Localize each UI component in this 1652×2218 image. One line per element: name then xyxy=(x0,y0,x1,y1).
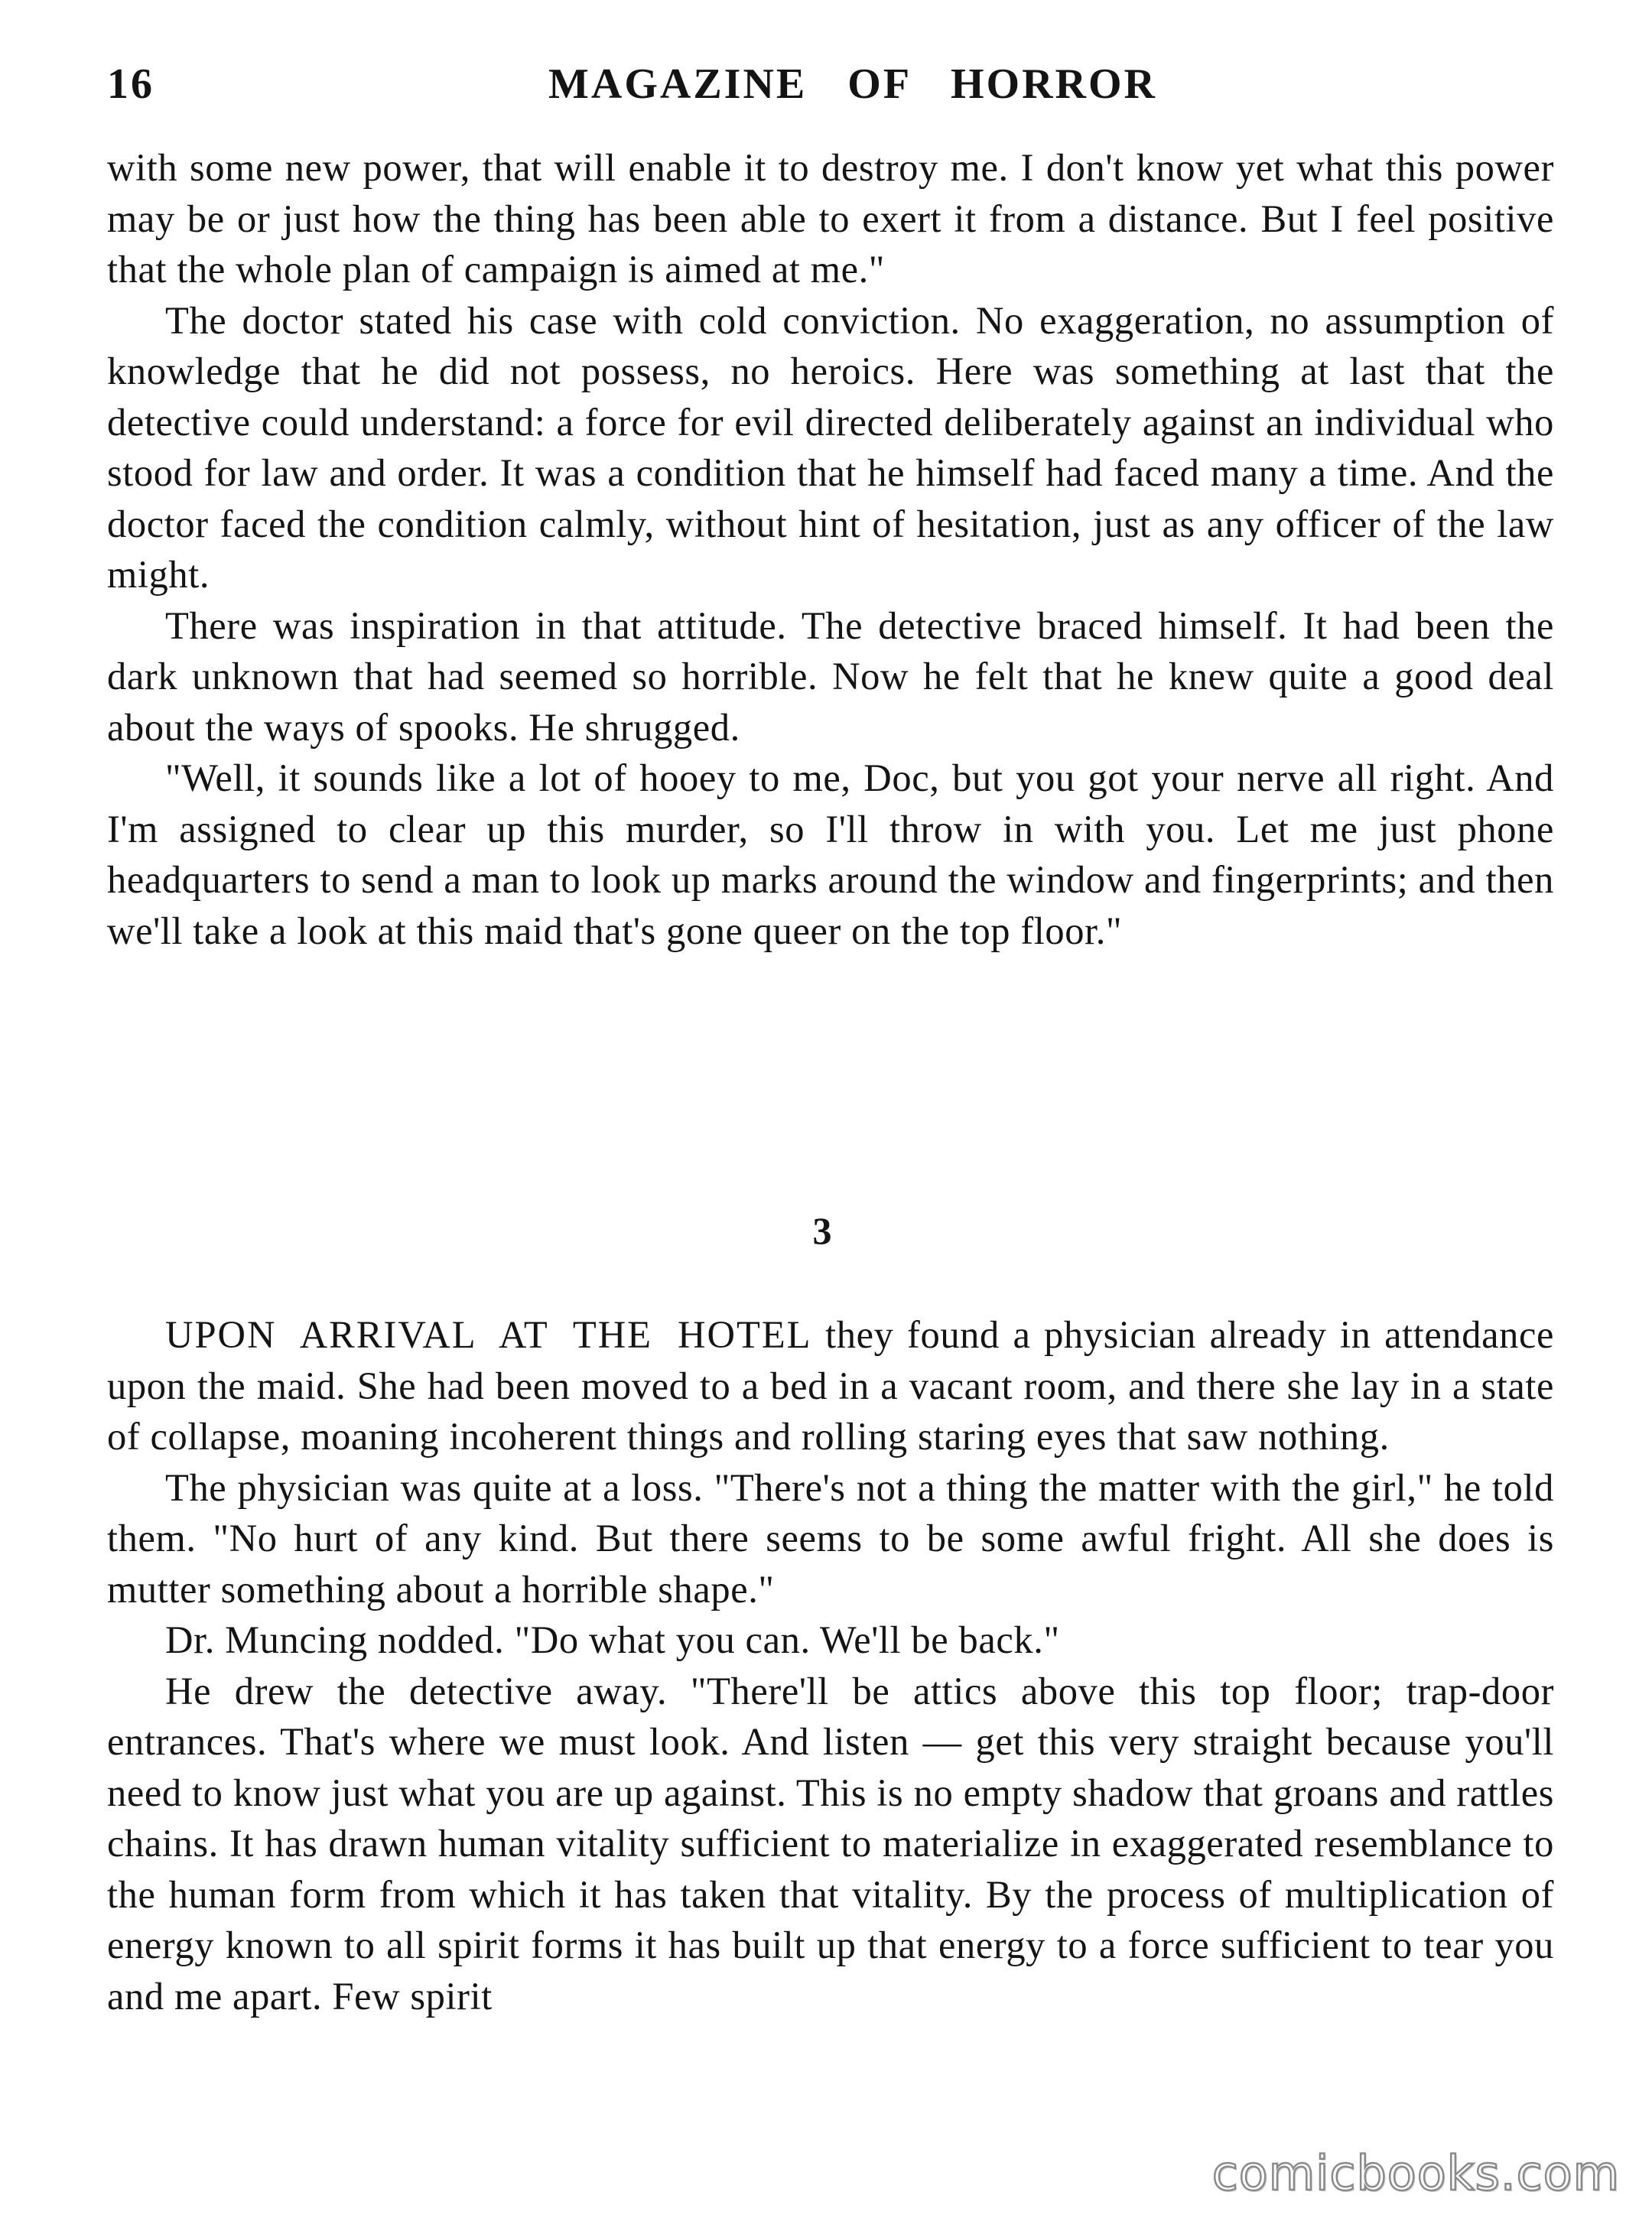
paragraph-physician: The physician was quite at a loss. "There's not a thing the matter with the girl," he told them. "No hurt of any kind. But there seems to be some awful fright. All she does is mutter something about a horrible shape." xyxy=(107,1465,1554,1611)
section-number: 3 xyxy=(812,1209,832,1252)
paragraph-attics: He drew the detective away. "There'll be attics above this top floor; trap-door entrances. That's where we must look. And listen — get this very straight because you'll need to know just what you are up against. This is no empty shadow that groans and rattles chains. It has drawn human vitality sufficient to materialize in exaggerated resemblance to the human form from which it has taken that vitality. By the process of multiplication of energy known to all spirit forms it has built up that energy to a force sufficient to tear you and me apart. Few spirit xyxy=(107,1669,1554,2018)
paragraph-inspiration: There was inspiration in that attitude. The detective braced himself. It had been the dark unknown that had seemed so horrible. Now he felt that he knew quite a good deal about the ways of spooks. He shrugged. xyxy=(107,603,1554,749)
paragraph-continued: with some new power, that will enable it to destroy me. I don't know yet what this power may be or just how the thing has been able to exert it from a distance. But I feel positive that the whole plan of campaign is aimed at me." xyxy=(107,146,1554,291)
paragraph-section-opening xyxy=(107,1309,1554,1462)
section-opening-text: they found a physician already in attendance upon the maid. She had been moved to a bed in a vacant room, and there she lay in a state of collapse, moaning incoherent things and rolling staring eyes that saw nothing. xyxy=(107,1313,1554,1458)
page-number: 16 xyxy=(107,60,154,108)
section-lead-in: UPON ARRIVAL AT THE HOTEL xyxy=(165,1313,812,1356)
watermark-logo: comicbooks.com xyxy=(1211,2145,1620,2201)
paragraph-doctor-case: The doctor stated his case with cold conviction. No exaggeration, no assumption of knowledge that he did not possess, no heroics. Here was something at last that the detective could understand: a force for evil directed deliberately against an individual who stood for law and order. It was a condition that he himself had faced many a time. And the doctor faced the condition calmly, without hint of hesitation, just as any officer of the law might. xyxy=(107,298,1554,596)
paragraph-muncing-nodded: Dr. Muncing nodded. "Do what you can. We'll be back." xyxy=(165,1618,1060,1661)
body-text-part-2 xyxy=(107,1309,1554,2021)
magazine-title: MAGAZINE OF HORROR xyxy=(548,60,1157,108)
running-head xyxy=(107,60,1553,113)
body-text-part-1 xyxy=(107,142,1554,956)
paragraph-detective-reply: "Well, it sounds like a lot of hooey to me, Doc, but you got your nerve all right. And I'm assigned to clear up this murder, so I'll throw in with you. Let me just phone headquarters to send a man to look up marks around the window and fingerprints; and then we'll take a look at this maid that's gone queer on the top floor." xyxy=(107,756,1554,952)
